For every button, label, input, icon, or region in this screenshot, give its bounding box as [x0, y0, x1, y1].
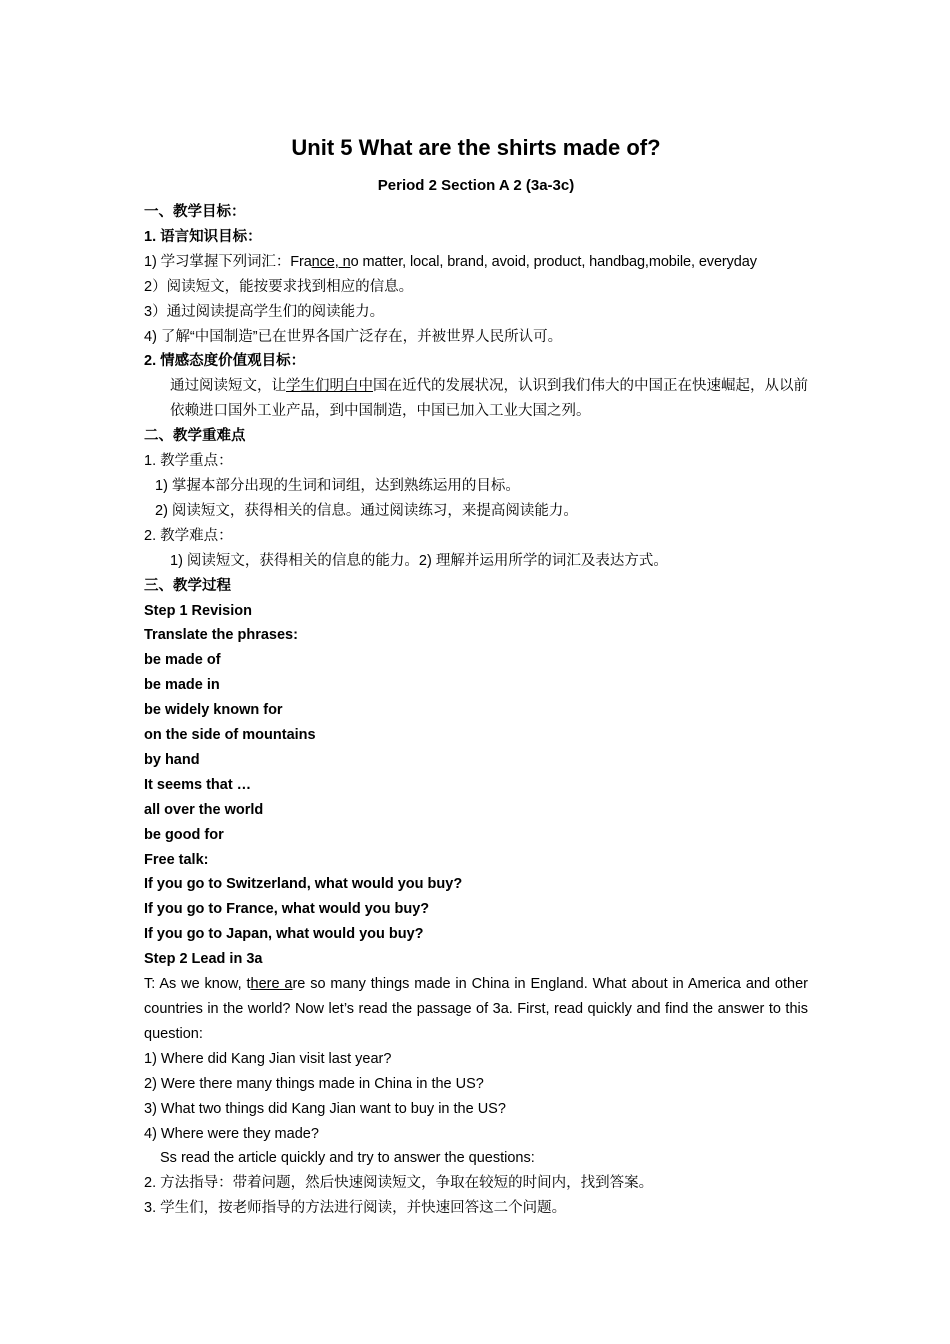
- free-talk-question: If you go to Japan, what would you buy?: [144, 926, 424, 943]
- goal-item-2: 2）阅读短文，能按要求找到相应的信息。: [144, 278, 414, 295]
- focus-item-1: 1) 掌握本部分出现的生词和词组，达到熟练运用的目标。: [155, 477, 520, 494]
- phrase-item: be made in: [144, 677, 220, 694]
- section-1-heading: 一、教学目标：: [144, 204, 246, 220]
- focus-heading: 1. 教学重点：: [144, 453, 233, 470]
- reading-question: 4) Where were they made?: [144, 1125, 319, 1142]
- reading-question: 3) What two things did Kang Jian want to buy in the US?: [144, 1100, 506, 1117]
- vocabulary-item: 1) 学习掌握下列词汇：France, no matter, local, brand, avoid, product, handbag,mobile, everyday: [144, 253, 757, 270]
- method-guidance: 2. 方法指导：带着问题，然后快速阅读短文，争取在较短的时间内，找到答案。: [144, 1175, 654, 1192]
- free-talk-question: If you go to Switzerland, what would you buy?: [144, 876, 463, 893]
- students-read-instruction: Ss read the article quickly and try to answer the questions:: [160, 1150, 535, 1167]
- reading-question: 1) Where did Kang Jian visit last year?: [144, 1050, 392, 1067]
- focus-item-2: 2) 阅读短文，获得相关的信息。通过阅读练习，来提高阅读能力。: [155, 502, 578, 519]
- goal-item-4: 4) 了解“中国制造”已在世界各国广泛存在，并被世界人民所认可。: [144, 328, 563, 345]
- language-goals-heading: 1. 语言知识目标：: [144, 228, 262, 245]
- values-paragraph: 通过阅读短文，让学生们明白中国在近代的发展状况，认识到我们伟大的中国正在快速崛起，从以前依赖进口国外工业产品，到中国制造，中国已加入工业大国之列。: [170, 378, 808, 420]
- step-2-heading: Step 2 Lead in 3a: [144, 951, 263, 968]
- translate-heading: Translate the phrases:: [144, 627, 298, 644]
- free-talk-question: If you go to France, what would you buy?: [144, 901, 430, 918]
- document-body: [144, 133, 808, 1221]
- reading-question: 2) Were there many things made in China in the US?: [144, 1075, 484, 1092]
- phrase-item: It seems that …: [144, 776, 252, 793]
- phrase-item: by hand: [144, 751, 200, 768]
- students-reading-note: 3. 学生们，按老师指导的方法进行阅读，并快速回答这二个问题。: [144, 1200, 567, 1217]
- phrase-item: be widely known for: [144, 702, 283, 719]
- phrase-item: be good for: [144, 826, 224, 843]
- phrase-item: on the side of mountains: [144, 727, 316, 744]
- step-1-heading: Step 1 Revision: [144, 602, 252, 619]
- phrase-item: be made of: [144, 652, 221, 669]
- teacher-paragraph: T: As we know, there are so many things made in China in England. What about in America and other countries in the world? Now let’s read the passage of 3a. First, read quickly and find the answer to this question:: [144, 976, 808, 1042]
- phrase-item: all over the world: [144, 801, 264, 818]
- difficulty-heading: 2. 教学难点：: [144, 527, 233, 544]
- document-subtitle: Period 2 Section A 2 (3a-3c): [377, 177, 575, 194]
- difficulty-item: 1) 阅读短文，获得相关的信息的能力。2) 理解并运用所学的词汇及表达方式。: [170, 552, 668, 569]
- document-title: Unit 5 What are the shirts made of?: [291, 135, 661, 160]
- section-3-heading: 三、教学过程: [144, 577, 231, 594]
- section-2-heading: 二、教学重难点: [144, 428, 246, 445]
- goal-item-3: 3）通过阅读提高学生们的阅读能力。: [144, 303, 385, 320]
- free-talk-heading: Free talk:: [144, 851, 209, 868]
- values-goals-heading: 2. 情感态度价值观目标：: [144, 353, 306, 370]
